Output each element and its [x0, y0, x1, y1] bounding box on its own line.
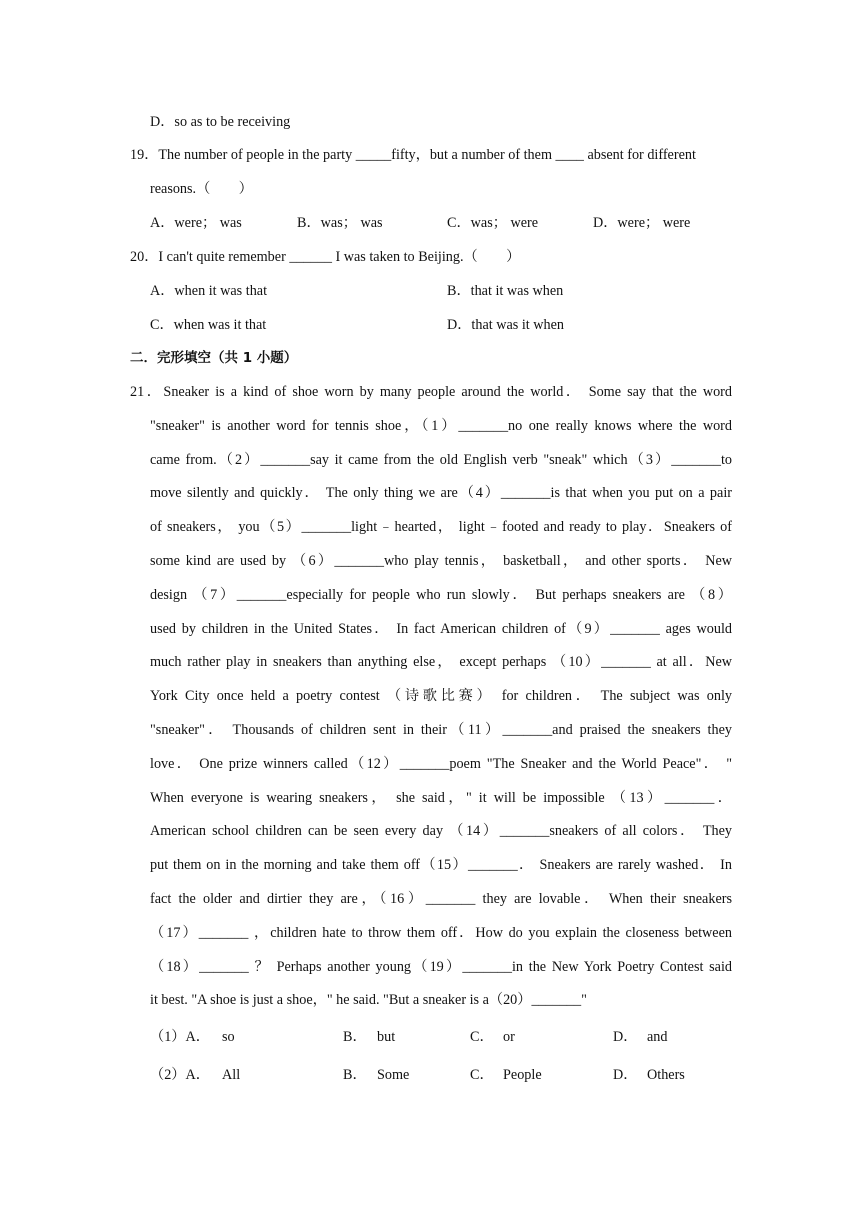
blank1-option-b-label: B．: [343, 1029, 367, 1045]
q20-stem: 20．I can't quite remember ______ I was taken to Beijing.（ ）: [130, 249, 521, 265]
q20-option-c: C．when was it that: [150, 317, 267, 333]
blank2-option-b: Some: [377, 1067, 410, 1083]
passage-line: （17）_______ ，children hate to throw them off．How do you explain the closeness between: [150, 924, 732, 941]
passage-line: much rather play in sneakers than anything else， except perhaps （10）_______ at all．New: [150, 654, 732, 671]
blank1-option-b: but: [377, 1029, 396, 1045]
passage-line: York City once held a poetry contest （诗歌比赛） for children． The subject was only: [150, 688, 732, 705]
q19-option-b: B．was； was: [297, 215, 383, 231]
blank1-option-d: and: [647, 1029, 668, 1045]
passage-line: "sneaker" is another word for tennis shoe，（1）_______no one really knows where the word: [150, 417, 732, 434]
passage-line: 21．Sneaker is a kind of shoe worn by many people around the world． Some say that the word: [130, 384, 732, 400]
passage-line: "sneaker"． Thousands of children sent in their（11）_______and praised the sneakers they: [150, 722, 732, 738]
passage-line: some kind are used by （6）_______who play tennis， basketball， and other sports． New: [150, 553, 732, 569]
passage-line: came from.（2）_______say it came from the old English verb "sneak" which（3）_______to: [150, 451, 732, 468]
passage-line: of sneakers， you（5）_______light﹣hearted， light﹣footed and ready to play．Sneakers of: [150, 519, 732, 536]
blank2-option-a: All: [222, 1067, 241, 1083]
blank2-option-b-label: B．: [343, 1067, 367, 1083]
blank2-option-d: Others: [647, 1067, 685, 1083]
blank2-label: （2）A．: [150, 1067, 210, 1083]
blank2-option-c-label: C．: [470, 1067, 494, 1083]
passage-line: used by children in the United States． In fact American children of（9）_______ ages would: [150, 620, 732, 637]
blank1-label: （1）A．: [150, 1029, 210, 1045]
blank1-option-a: so: [222, 1029, 235, 1045]
q18-option-d: D．so as to be receiving: [150, 114, 291, 130]
passage-line: love． One prize winners called（12）_______poem "The Sneaker and the World Peace"． ": [150, 755, 732, 772]
blank1-option-d-label: D．: [613, 1029, 638, 1045]
q19-option-c: C．was； were: [447, 215, 539, 231]
passage-line: When everyone is wearing sneakers， she said，" it will be impossible （13）_______．: [150, 789, 732, 806]
section-heading-cloze: 二．完形填空（共 1 小题）: [130, 350, 298, 366]
blank1-option-c-label: C．: [470, 1029, 494, 1045]
passage-line: put them on in the morning and take them off（15）_______． Sneakers are rarely washed． In: [150, 857, 732, 874]
blank1-option-c: or: [503, 1029, 515, 1045]
q20-option-b: B．that it was when: [447, 283, 564, 299]
passage-line: fact the older and dirtier they are，（16）_______ they are lovable． When their sneakers: [150, 891, 732, 907]
passage-line: （18）_______ ？ Perhaps another young（19）_______in the New York Poetry Contest said: [150, 958, 732, 975]
blank2-option-c: People: [503, 1067, 542, 1083]
passage-line: design （7）_______especially for people who run slowly． But perhaps sneakers are （8）: [150, 586, 732, 603]
q19-stem-line2: reasons.（ ）: [150, 181, 253, 197]
passage-line: it best. "A shoe is just a shoe，" he said. "But a sneaker is a（20）_______": [150, 992, 587, 1009]
passage-line: move silently and quickly． The only thing we are（4）_______is that when you put on a pair: [150, 485, 732, 502]
blank2-option-d-label: D．: [613, 1067, 638, 1083]
q19-stem-line1: 19．The number of people in the party _____fifty，but a number of them ____ absent for different: [130, 147, 696, 163]
q19-option-a: A．were； was: [150, 215, 242, 231]
q20-option-a: A．when it was that: [150, 283, 268, 299]
q19-option-d: D．were； were: [593, 215, 691, 231]
passage-line: American school children can be seen every day （14）_______sneakers of all colors． They: [150, 823, 732, 840]
q20-option-d: D．that was it when: [447, 317, 565, 333]
